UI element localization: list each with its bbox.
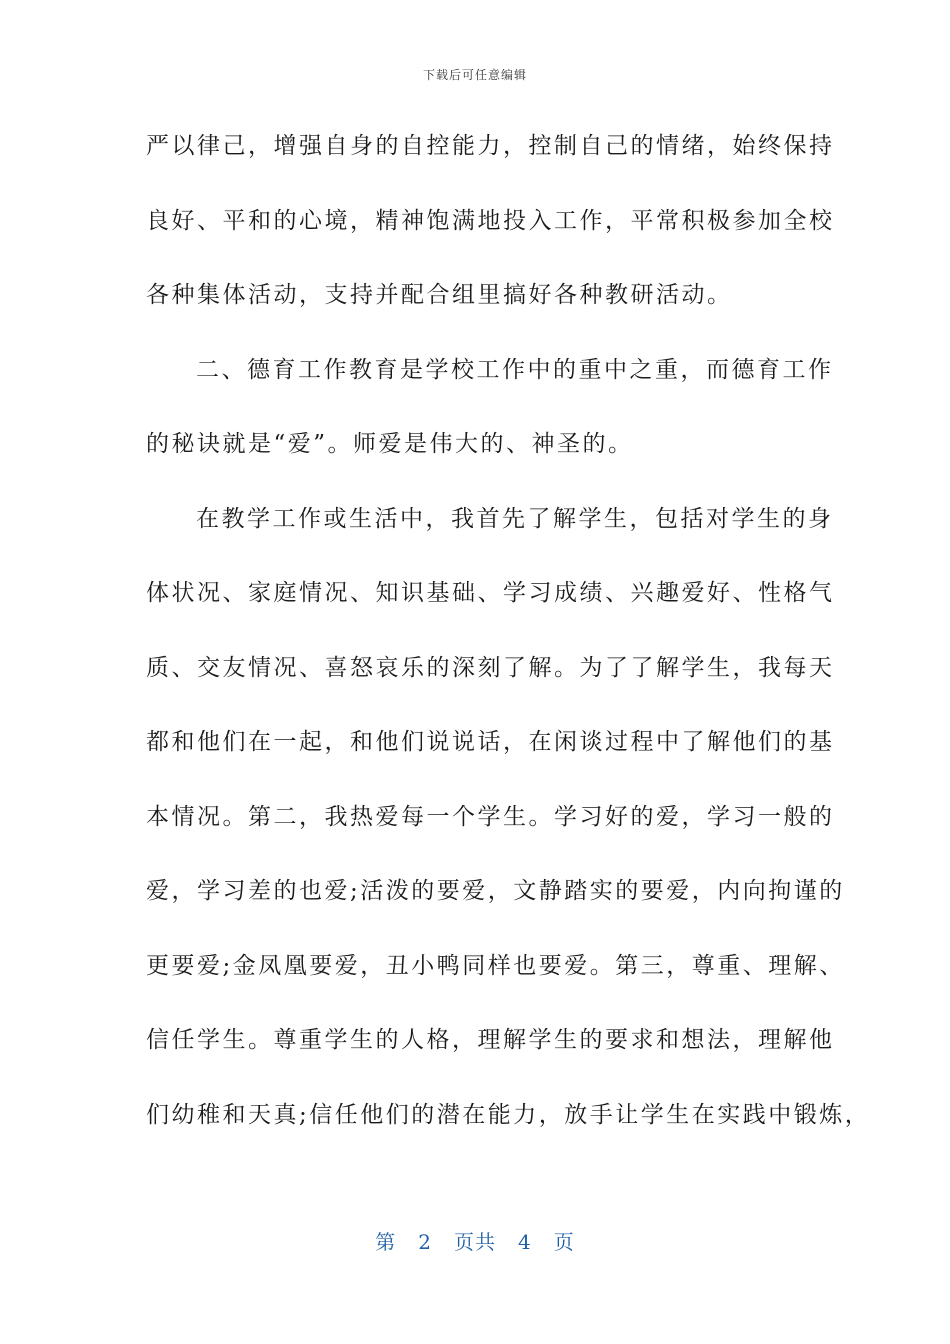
text-line: 爱，学习差的也爱;活泼的要爱，文静踏实的要爱，内向拘谨的 <box>146 878 845 904</box>
page-footer <box>0 1226 950 1255</box>
total-page-number: 4 <box>518 1230 532 1254</box>
current-page-number: 2 <box>418 1230 432 1254</box>
footer-middle: 页共 <box>454 1230 496 1254</box>
text-line: 二、德育工作教育是学校工作中的重中之重，而德育工作 <box>196 356 834 383</box>
text-line: 严以律己，增强自身的自控能力，控制自己的情绪，始终保持 <box>146 133 835 159</box>
text-line: 在教学工作或生活中，我首先了解学生，包括对学生的身 <box>196 505 834 532</box>
text-line: 本情况。第二，我热爱每一个学生。学习好的爱，学习一般的 <box>146 803 835 830</box>
text-line: 更要爱;金凤凰要爱，丑小鸭同样也要爱。第三，尊重、理解、 <box>146 952 845 979</box>
text-line: 质、交友情况、喜怒哀乐的深刻了解。为了了解学生，我每天 <box>146 654 835 681</box>
header-note: 下载后可任意编辑 <box>422 68 527 82</box>
text-line: 都和他们在一起，和他们说说话，在闲谈过程中了解他们的基 <box>146 729 835 755</box>
text-line: 良好、平和的心境，精神饱满地投入工作，平常积极参加全校 <box>146 207 835 234</box>
text-line: 信任学生。尊重学生的人格，理解学生的要求和想法，理解他 <box>146 1027 835 1053</box>
document-body <box>146 120 871 1163</box>
footer-suffix: 页 <box>553 1230 575 1254</box>
text-line: 们幼稚和天真;信任他们的潜在能力，放手让学生在实践中锻炼， <box>146 1101 871 1128</box>
text-line: 体状况、家庭情况、知识基础、学习成绩、兴趣爱好、性格气 <box>146 580 835 606</box>
text-line: 各种集体活动，支持并配合组里搞好各种教研活动。 <box>146 282 733 308</box>
text-line: 的秘诀就是“爱”。师爱是伟大的、神圣的。 <box>146 431 634 457</box>
footer-prefix: 第 <box>375 1230 397 1254</box>
